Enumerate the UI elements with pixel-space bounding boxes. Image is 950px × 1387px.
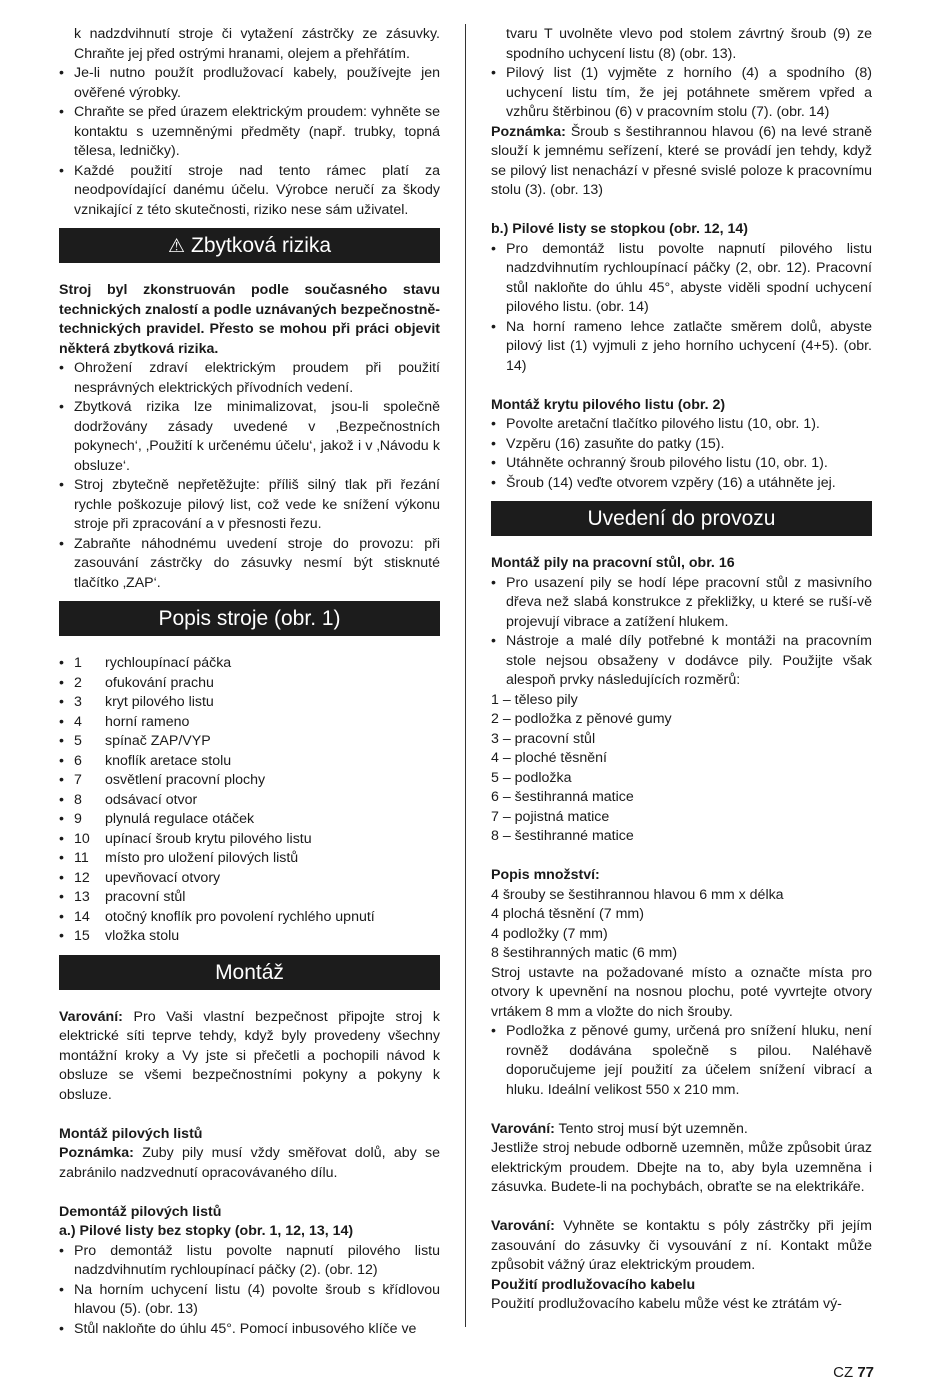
parts-list-item: • 13 pracovní stůl — [59, 888, 440, 908]
list-item: • Vzpěru (16) zasuňte do patky (15). — [491, 435, 872, 455]
list-item: • Je-li nutno použít prodlužovací kabely, používejte jen ověřené výrobky. — [59, 64, 440, 103]
subheading-blade-dismount: Demontáž pilových listů — [59, 1203, 222, 1220]
adjust-note: Poznámka: Šroub s šestihrannou hlavou (6) na levé straně slouží k jemnému seřízení, které se provádí jen tehdy, když se pilový list nenachází v přesné svislé poloze k pracovnímu stolu (3). (obr. 13) — [491, 123, 872, 198]
residual-bullet-list — [59, 359, 440, 593]
list-item: • Pro demontáž listu povolte napnutí pilového listu nadzdvihnutím rychloupínací páčky (2, obr. 12). Pracovní stůl nakloňte do úhlu 45°, abyste viděli spodní uchycení pilového listu. (obr. 14) — [491, 240, 872, 318]
list-item: • Podložka z pěnové gumy, určená pro snížení hluku, není rovněž dodávána společně s pilou. Naléhavě doporučujeme její použití za účelem snížení vibrací a hluku. Ideální velikost 550 x 210 mm. — [491, 1022, 872, 1100]
residual-intro: Stroj byl zkonstruován podle současného stavu technických znalostí a podle uznávaných bezpečnostně-technických pravidel. Přesto se mohou při práci objevit některá zbytková rizika. — [59, 282, 440, 357]
dismount-a-bullet-list-cont — [491, 64, 872, 123]
list-item: • Povolte aretační tlačítko pilového listu (10, obr. 1). — [491, 415, 872, 435]
extension-paragraph: Použití prodlužovacího kabelu může vést ke ztrátám vý- — [491, 1296, 842, 1312]
list-item: • Pilový list (1) vyjměte z horního (4) a spodního (8) uchycení listu tím, že jej potáhnete směrem vpřed a vzhůru štěrbinou (6) v pracovním stolu (7). (obr. 14) — [491, 64, 872, 123]
list-item: • Ohrožení zdraví elektrickým proudem při použití nesprávných elektrických přívodních vedení. — [59, 359, 440, 398]
quantity-line: 4 plochá těsnění (7 mm) — [491, 906, 644, 922]
list-item: • Chraňte se před úrazem elektrickým proudem: vyhněte se kontaktu s uzemněnými předměty (např. trubky, topná tělesa, ledničky). — [59, 103, 440, 162]
parts-list-item: • 15 vložka stolu — [59, 927, 440, 947]
list-item: • Stroj zbytečně nepřetěžujte: příliš silný tlak při řezání rychle poškozuje pilový list, což vede ke snížení výkonu stroje při zpracování a v přesnosti řezu. — [59, 476, 440, 535]
section-banner-machine-description — [59, 601, 440, 636]
list-item: • Pro usazení pily se hodí lépe pracovní stůl z masivního dřeva než slabá konstrukce z překližky, u které se ruší-vě projevují vibrace a zatížení hlukem. — [491, 574, 872, 633]
section-banner-assembly — [59, 955, 440, 990]
guard-bullet-list — [491, 415, 872, 493]
list-item: • Nástroje a malé díly potřebné k montáži na pracovním stole nejsou obsaženy v dodávce pily. Použijte však alespoň prvky následujících rozměrů: — [491, 632, 872, 691]
right-column — [491, 25, 872, 1315]
quantity-line: 8 šestihranných matic (6 mm) — [491, 945, 678, 961]
dismount-continuation: tvaru T uvolněte vlevo pod stolem závrtný šroub (9) ze spodního uchycení listu (8) (obr. 13). — [506, 26, 872, 62]
foam-bullet-list — [491, 1022, 872, 1100]
list-item: • Zabraňte náhodnému uvedení stroje do provozu: při zasouvání zástrčky do zásuvky nesmí být stisknuté tlačítko ‚ZAP‘. — [59, 535, 440, 594]
parts-list-item: • 12 upevňovací otvory — [59, 869, 440, 889]
numbered-line: 6 – šestihranná matice — [491, 789, 634, 805]
parts-list-item: • 3 kryt pilového listu — [59, 693, 440, 713]
list-item: • Každé použití stroje nad tento rámec platí za neodpovídající danému účelu. Výrobce neručí za škody vznikající z této skutečnosti, riziko nese sám uživatel. — [59, 162, 440, 221]
subheading-extension-cable: Použití prodlužovacího kabelu — [491, 1276, 696, 1293]
section-banner-operation — [491, 501, 872, 536]
intro-continuation: k nadzdvihnutí stroje či vytažení zástrčky ze zásuvky. Chraňte jej před ostrými hranami, olejem a přehřátím. — [74, 26, 440, 62]
placement-paragraph: Stroj ustavte na požadované místo a označte místa pro otvory k upevnění na nosnou plochu, poté vyvrtejte otvory vrtákem 8 mm a vložte do nich šrouby. — [491, 964, 872, 1020]
intro-bullet-list — [59, 64, 440, 220]
subheading-blades-with-pin: b.) Pilové listy se stopkou (obr. 12, 14) — [491, 221, 749, 237]
grounding-warning: Varování: Tento stroj musí být uzemněn. — [491, 1120, 748, 1137]
page-number: 77 — [857, 1364, 874, 1381]
dismount-a-bullet-list — [59, 1242, 440, 1340]
numbered-line: 1 – těleso pily — [491, 691, 578, 708]
parts-list-item: • 4 horní rameno — [59, 713, 440, 733]
parts-list-item: • 1 rychloupínací páčka — [59, 654, 440, 674]
parts-list-item: • 8 odsávací otvor — [59, 791, 440, 811]
warning-triangle-icon: ⚠ — [167, 236, 185, 257]
list-item: • Utáhněte ochranný šroub pilového listu (10, obr. 1). — [491, 454, 872, 474]
quantity-line: 4 podložky (7 mm) — [491, 925, 608, 942]
plug-warning: Varování: Vyhněte se kontaktu s póly zástrčky při jejím zasouvání do zásuvky či vysouvání z ní. Kontakt může způsobit vážný úraz elektrickým proudem. — [491, 1218, 872, 1273]
subheading-quantity: Popis množství: — [491, 867, 600, 883]
column-divider — [465, 24, 466, 1327]
list-item: • Na horní rameno lehce zatlačte směrem dolů, abyste pilový list (1) vyjmuli z jeho horního uchycení (4+5). (obr. 14) — [491, 318, 872, 377]
list-item: • Stůl nakloňte do úhlu 45°. Pomocí inbusového klíče ve — [59, 1320, 440, 1340]
parts-list-item: • 6 knoflík aretace stolu — [59, 752, 440, 772]
list-item: • Na horním uchycení listu (4) povolte šroub s křídlovou hlavou (5). (obr. 13) — [59, 1281, 440, 1320]
list-item: • Zbytková rizika lze minimalizovat, jsou-li společně dodržovány zásady uvedené v ‚Bezpečnostních pokynech‘, ‚Použití k určenému účelu‘, jakož i v ‚Návodu k obsluze‘. — [59, 398, 440, 476]
parts-list-item: • 14 otočný knoflík pro povolení rychlého upnutí — [59, 908, 440, 928]
page-footer — [833, 1363, 874, 1383]
numbered-line: 7 – pojistná matice — [491, 808, 610, 825]
parts-list — [59, 654, 440, 947]
dismount-b-bullet-list — [491, 240, 872, 377]
section-title: Montáž — [215, 960, 284, 984]
section-title: Popis stroje (obr. 1) — [158, 607, 341, 630]
list-item: • Šroub (14) veďte otvorem vzpěry (16) a utáhněte jej. — [491, 474, 872, 494]
parts-list-item: • 7 osvětlení pracovní plochy — [59, 771, 440, 791]
parts-list-item: • 10 upínací šroub krytu pilového listu — [59, 830, 440, 850]
section-title: Uvedení do provozu — [587, 507, 776, 530]
section-title: Zbytková rizika — [191, 234, 332, 257]
subheading-blade-mounting: Montáž pilových listů — [59, 1125, 203, 1142]
list-item: • Pro demontáž listu povolte napnutí pilového listu nadzdvihnutím rychloupínací páčky (2). (obr. 12) — [59, 1242, 440, 1281]
numbered-line: 2 – podložka z pěnové gumy — [491, 711, 672, 727]
subheading-guard-mounting: Montáž krytu pilového listu (obr. 2) — [491, 396, 726, 413]
grounding-paragraph: Jestliže stroj nebude odborně uzemněn, může způsobit úraz elektrickým proudem. Dbejte na to, aby byla uzemněna i zásuvka. Budete-li na pochybách, obraťte se na elektrikáře. — [491, 1140, 872, 1195]
subheading-table-mounting: Montáž pily na pracovní stůl, obr. 16 — [491, 555, 735, 571]
blade-note: Poznámka: Zuby pily musí vždy směřovat dolů, aby se zabránilo nadzvednutí opracovávaného dílu. — [59, 1145, 440, 1181]
parts-list-item: • 5 spínač ZAP/VYP — [59, 732, 440, 752]
left-column — [59, 25, 440, 1339]
language-code: CZ — [833, 1364, 854, 1381]
subheading-blades-without-pin: a.) Pilové listy bez stopky (obr. 1, 12, 13, 14) — [59, 1223, 354, 1239]
parts-list-item: • 2 ofukování prachu — [59, 674, 440, 694]
section-banner-residual-risks — [59, 228, 440, 263]
numbered-line: 4 – ploché těsnění — [491, 750, 607, 766]
mount-bullet-list — [491, 574, 872, 691]
numbered-line: 8 – šestihranné matice — [491, 828, 634, 844]
parts-list-item: • 9 plynulá regulace otáček — [59, 810, 440, 830]
numbered-line: 3 – pracovní stůl — [491, 730, 596, 747]
assembly-warning: Varování: Pro Vaši vlastní bezpečnost připojte stroj k elektrické síti teprve tehdy, když byly provedeny všechny montážní kroky a Vy jste si přečetli a pochopili návod k obsluze se všemi bezpečnostními pokyny a pokyny k obsluze. — [59, 1008, 440, 1103]
numbered-line: 5 – podložka — [491, 769, 572, 786]
quantity-line: 4 šrouby se šestihrannou hlavou 6 mm x délka — [491, 886, 784, 903]
parts-list-item: • 11 místo pro uložení pilových listů — [59, 849, 440, 869]
